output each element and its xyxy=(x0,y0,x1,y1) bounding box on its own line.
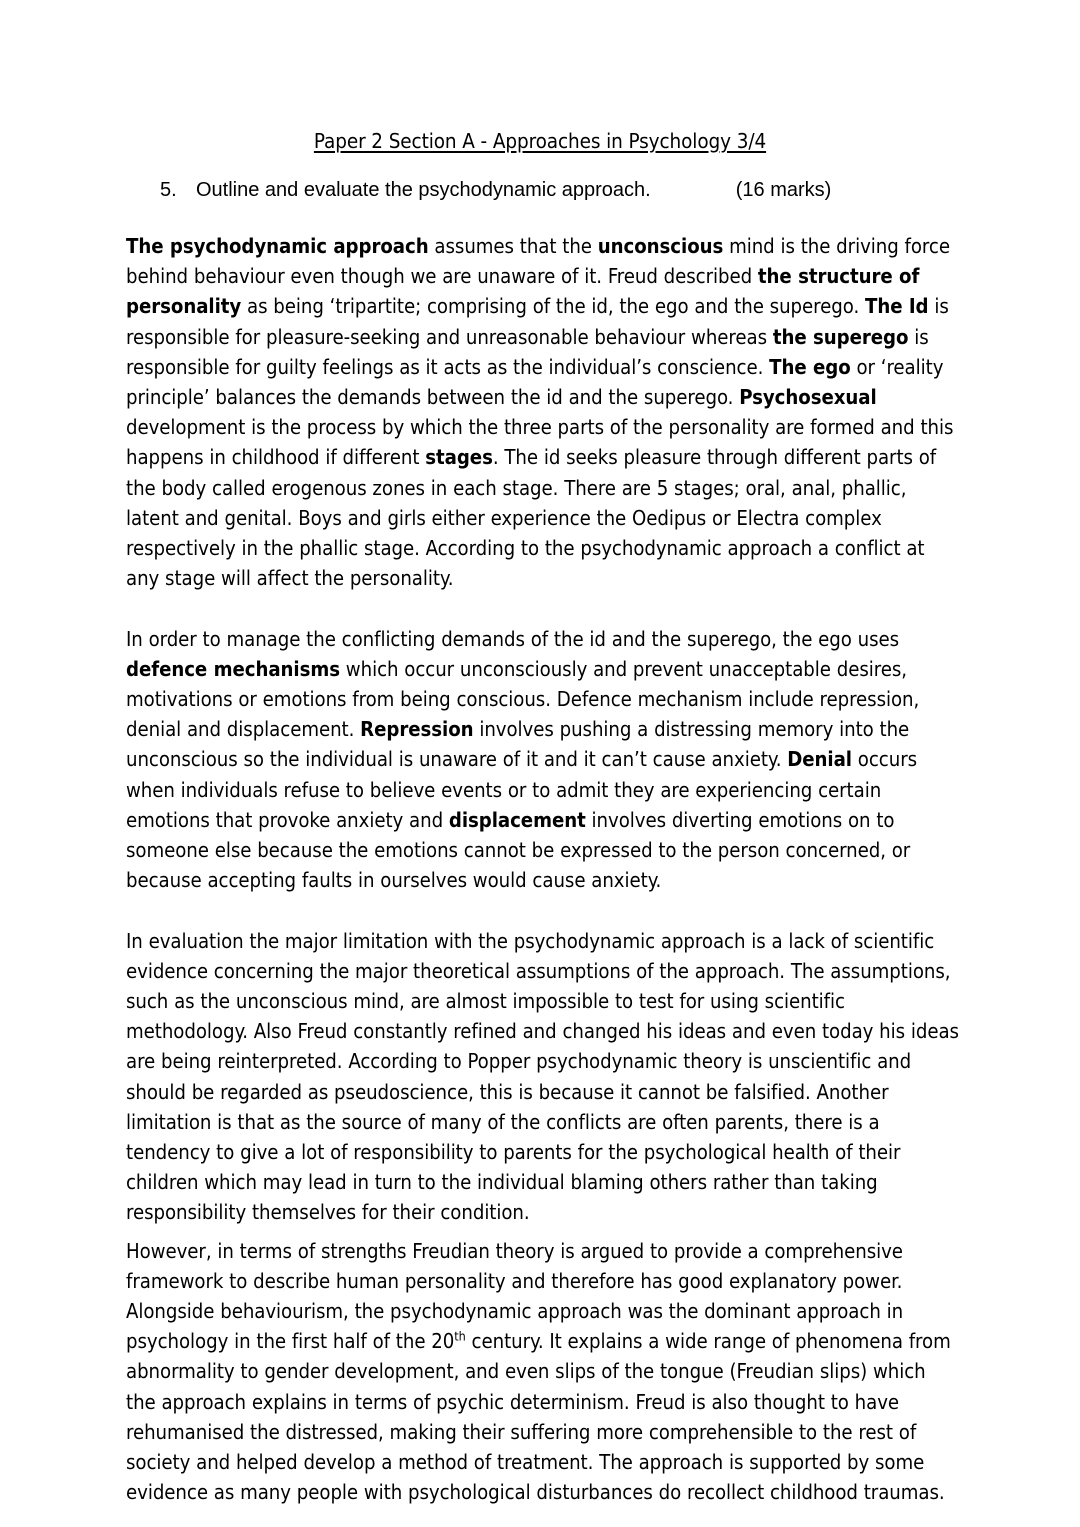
text-run: century. It explains a wide range of phenomena from abnormality to gender development, and even slips of the tongue (Freudian slips) which the approach explains in terms of psychic determinism. Freud is also thought to have rehumanised the distressed, making their suffering more comprehensible to the rest of society and helped develop a method of treatment. The approach is supported by some evidence as many people with psychological disturbances do recollect childhood traumas. xyxy=(126,1329,951,1505)
emphasis-term: defence mechanisms xyxy=(126,656,340,681)
text-run: occurs when individuals refuse to believe events or to admit they are experiencing certain emotions that provoke anxiety and xyxy=(126,747,918,832)
text-run: mind is the driving force behind behaviour even though we are unaware of it. Freud described xyxy=(126,234,950,289)
text-run: assumes that the xyxy=(428,234,598,258)
text-run: In order to manage the conflicting demands of the id and the superego, the ego uses xyxy=(126,626,900,651)
paragraph-structure-of-personality xyxy=(126,231,959,593)
document-header xyxy=(0,129,1080,155)
text-run: involves pushing a distressing memory into the unconscious so the individual is unaware of it and it can’t cause anxiety. xyxy=(126,717,910,772)
essay-body xyxy=(126,231,959,1508)
text-run: is responsible for pleasure-seeking and unreasonable behaviour whereas xyxy=(126,294,949,349)
emphasis-term: Denial xyxy=(787,747,852,772)
emphasis-term: The Id xyxy=(864,294,929,319)
text-run: involves diverting emotions on to someone else because the emotions cannot be expressed to the person concerned, or because accepting faults in ourselves would cause anxiety. xyxy=(126,807,911,893)
question-text: Outline and evaluate the psychodynamic approach. xyxy=(196,179,651,201)
text-run: is responsible for guilty feelings as it acts as the individual’s conscience. xyxy=(126,324,929,379)
paragraph-defence-mechanisms xyxy=(126,624,959,896)
emphasis-term: stages xyxy=(425,445,493,470)
text-run: However, in terms of strengths Freudian theory is argued to provide a comprehensive framework to describe human personality and therefore has good explanatory power. Alongside behaviourism, the psychodynamic approach was the dominant approach in psychology in the first half of the 20 xyxy=(126,1238,904,1354)
emphasis-term: The ego xyxy=(769,354,851,379)
text-run: as being ‘tripartite; comprising of the id, the ego and the superego. xyxy=(241,294,865,319)
question-marks: (16 marks) xyxy=(735,179,832,201)
text-run: or ‘reality principle’ balances the demands between the id and the superego. xyxy=(126,354,944,410)
emphasis-term: The psychodynamic approach xyxy=(126,234,429,258)
emphasis-term: displacement xyxy=(448,807,586,832)
document-header-title: Paper 2 Section A - Approaches in Psychology 3/4 xyxy=(313,129,767,153)
emphasis-term: unconscious xyxy=(597,234,724,258)
emphasis-term: Psychosexual xyxy=(739,385,877,410)
text-run: In evaluation the major limitation with the psychodynamic approach is a lack of scientific evidence concerning the major theoretical assumptions of the approach. The assumptions, such as the unconscious mind, are almost impossible to test for using scientific methodology. Also Freud constantly refined and changed his ideas and even today his ideas are being reinterpreted. According to Popper psychodynamic theory is unscientific and should be regarded as pseudoscience, this is because it cannot be falsified. Another limitation is that as the source of many of the conflicts are often parents, there is a tendency to give a lot of responsibility to parents for the psychological health of their children which may lead in turn to the individual blaming others rather than taking responsibility themselves for their condition. xyxy=(126,928,959,1225)
emphasis-term: Repression xyxy=(360,717,474,742)
question-line xyxy=(160,177,960,203)
emphasis-term: the superego xyxy=(772,324,909,349)
question-number: 5. xyxy=(160,179,177,201)
text-run: . The id seeks pleasure through different parts of the body called erogenous zones in each stage. There are 5 stages; oral, anal, phallic, latent and genital. Boys and girls either experience the Oedipus or Electra complex respectively in the phallic stage. According to the psychodynamic approach a conflict at any stage will affect the personality. xyxy=(126,445,937,591)
text-run: development is the process by which the three parts of the personality are formed and this happens in childhood if different xyxy=(126,415,954,470)
paragraph-strengths xyxy=(126,1236,959,1508)
emphasis-term: the structure of personality xyxy=(126,264,920,319)
superscript-ordinal: th xyxy=(454,1328,466,1344)
paragraph-evaluation-limitations xyxy=(126,926,959,1228)
text-run: which occur unconsciously and prevent unacceptable desires, motivations or emotions from being conscious. Defence mechanism include repression, denial and displacement. xyxy=(126,656,920,742)
